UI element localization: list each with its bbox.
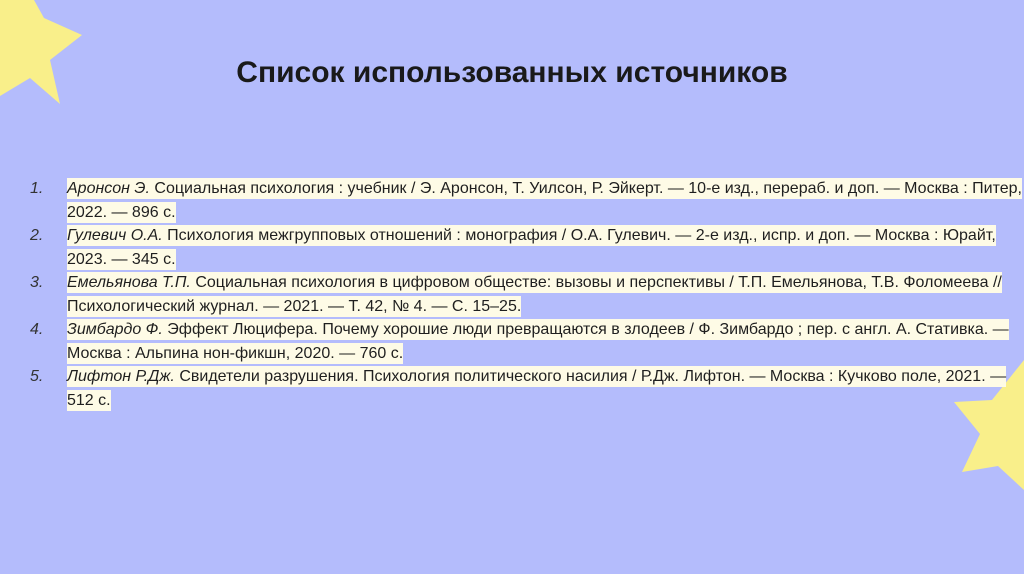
- list-item: [30, 177, 1024, 224]
- list-item: [30, 318, 1024, 365]
- reference-author: Зимбардо Ф.: [67, 321, 163, 338]
- page-title: Список использованных источников: [236, 56, 788, 89]
- references-list: [30, 177, 1024, 412]
- item-number: 4.: [30, 321, 44, 338]
- list-item: [30, 271, 1024, 318]
- reference-text: [67, 178, 1022, 223]
- reference-text: [67, 319, 1009, 364]
- reference-author: Емельянова Т.П.: [67, 274, 191, 291]
- reference-text: [67, 272, 1002, 317]
- reference-text: [67, 225, 996, 270]
- item-number: 1.: [30, 180, 44, 197]
- item-number: 2.: [30, 227, 44, 244]
- item-number: 5.: [30, 368, 44, 385]
- reference-body: Психология межгрупповых отношений : монография / О.А. Гулевич. — 2-е изд., испр. и доп. — Москва : Юрайт, 2023. — 345 с.: [67, 227, 996, 268]
- reference-author: Лифтон Р.Дж.: [67, 368, 175, 385]
- reference-body: Свидетели разрушения. Психология политического насилия / Р.Дж. Лифтон. — Москва : Кучково поле, 2021. — 512 с.: [67, 368, 1007, 409]
- reference-body: Социальная психология : учебник / Э. Аронсон, Т. Уилсон, Р. Эйкерт. — 10-е изд., перераб. и доп. — Москва : Питер, 2022. — 896 с.: [67, 180, 1022, 221]
- reference-body: Эффект Люцифера. Почему хорошие люди превращаются в злодеев / Ф. Зимбардо ; пер. с англ. А. Стативка. — Москва : Альпина нон-фикшн, 2020. — 760 с.: [67, 321, 1009, 362]
- reference-body: Социальная психология в цифровом обществе: вызовы и перспективы / Т.П. Емельянова, Т.В. Фоломеева // Психологический журнал. — 2021. — Т. 42, № 4. — С. 15–25.: [67, 274, 1002, 315]
- item-number: 3.: [30, 274, 44, 291]
- reference-text: [67, 366, 1006, 411]
- list-item: [30, 365, 1024, 412]
- reference-author: Гулевич О.А.: [67, 227, 163, 244]
- list-item: [30, 224, 1024, 271]
- reference-author: Аронсон Э.: [67, 180, 150, 197]
